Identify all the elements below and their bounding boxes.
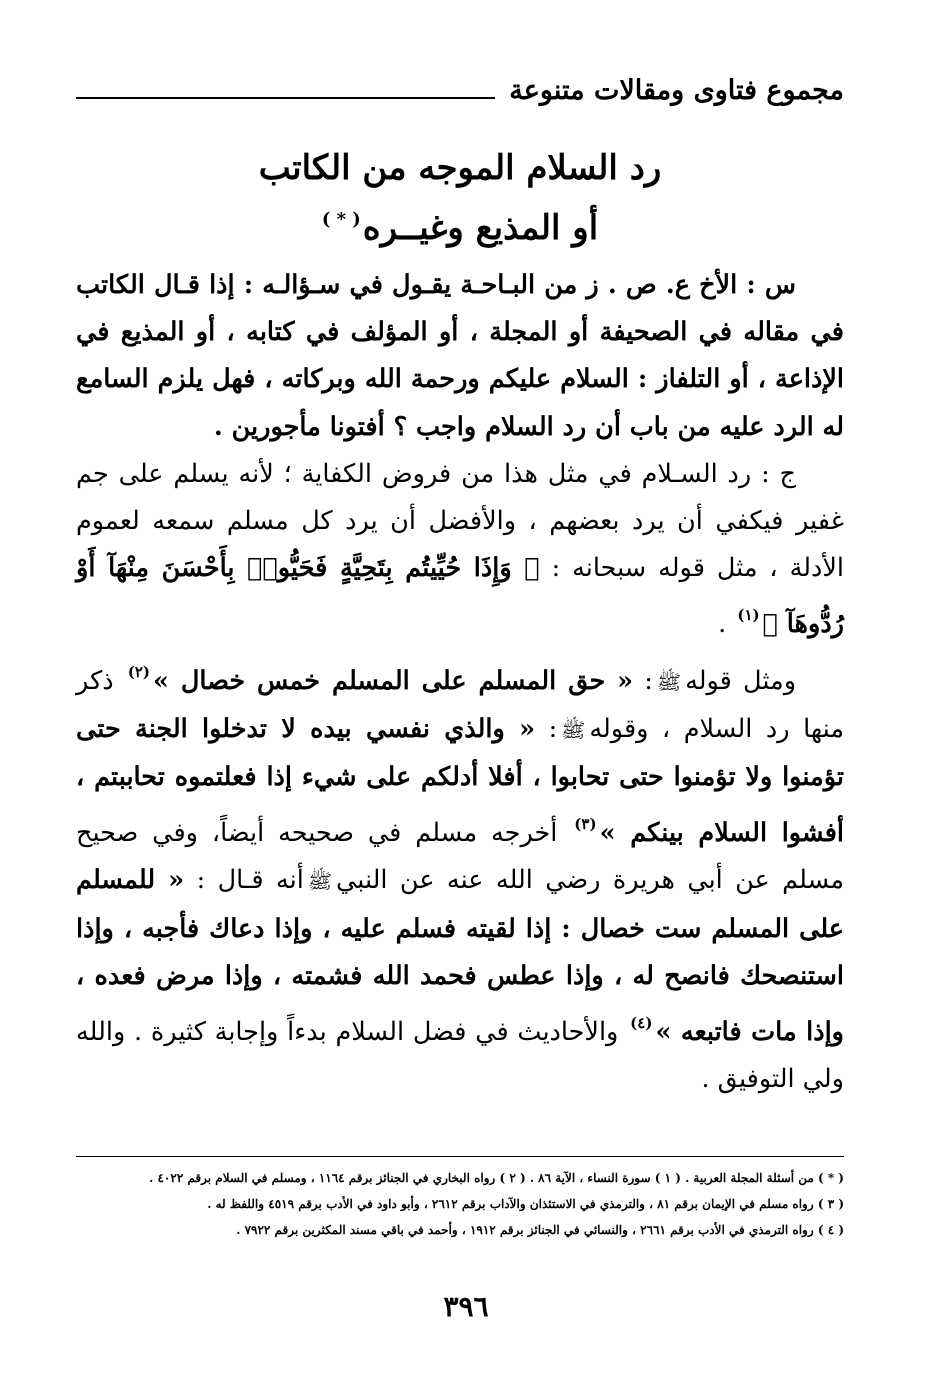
footnote-ref-3: (٣) (574, 815, 597, 834)
footnote-ref-1: (١) (737, 606, 760, 625)
answer-paragraph-2 (76, 649, 844, 1104)
footnote-ref-2: (٢) (127, 662, 151, 681)
footnotes (76, 1156, 844, 1243)
salutation-glyph-3: ﷺ (307, 869, 333, 894)
answer-after-text: أخرجه مسلم في صحيحه أيضاً، وفي صحيح مسلم عن أبي هريرة رضي الله عنه عن النبي (76, 818, 845, 896)
answer-end-text: والأحاديث في فضل السلام بدءاً وإجابة كثيرة . والله ولي التوفيق . (76, 1017, 844, 1095)
title-line-2 (76, 194, 844, 254)
answer-text-1: ج : رد السـلام في مثل هذا من فروض الكفاية ؛ لأنه يسلم على جم غفير فيكفي أن يرد بعضهم ، والأفضل أن يرد كل مسلم سمعه لعموم الأدلة ، مثل قوله سبحانه : (76, 458, 844, 584)
answer-after-text-2: أنه قـال : (196, 865, 304, 896)
answer-paragraph-1 (76, 451, 844, 649)
running-header (76, 70, 844, 110)
quran-verse: ﴿ وَإِذَا حُيِّيتُم بِتَحِيَّةٍ فَحَيُّوا۟ بِأَحْسَنَ مِنْهَآ أَوْ رُدُّوهَآ ﴾ (76, 553, 844, 640)
hadith-2: « والذي نفسي بيده لا تدخلوا الجنة حتى تؤمنوا ولا تؤمنوا حتى تحابوا ، أفلا أدلكم على شيء إذا فعلتموه تحاببتم ، أفشوا السلام بينكم » (76, 713, 845, 849)
colon-text: : (644, 665, 653, 696)
footnote-3: ( ٤ ) رواه الترمذي في الأدب برقم ٢٦٦١ ، والنسائي في الجنائز برقم ١٩١٢ ، وأحمد في باقي مسند المكثرين برقم ٧٩٢٢ . (236, 1223, 844, 1237)
salutation-glyph-2: ﷺ (561, 717, 586, 742)
answer-mid-text: ذكر منها رد السلام ، وقوله (76, 665, 844, 744)
title-footnote-marker: ( * ) (321, 209, 361, 230)
footnote-1: ( * ) من أسئلة المجلة العربية . ( ١ ) سورة النساء ، الآية ٨٦ . ( ٢ ) رواه البخاري في الجنائز برقم ١١٦٤ ، ومسلم في السلام برقم ٤٠٢٢ . (149, 1171, 844, 1185)
footnote-ref-4: (٤) (630, 1014, 653, 1033)
article-title (76, 142, 844, 254)
article-body (76, 262, 844, 1103)
answer-intro: ومثل قوله (685, 665, 797, 696)
answer-text-1-end: . (718, 609, 727, 640)
footnote-2: ( ٣ ) رواه مسلم في الإيمان برقم ٨١ ، والترمذي في الاستئذان والآداب برقم ٢٦١٢ ، وأبو داود في الأدب برقم ٤٥١٩ واللفظ له . (207, 1197, 844, 1211)
colon-text-2: : (548, 713, 558, 744)
hadith-3: « للمسلم على المسلم ست خصال : إذا لقيته فسلم عليه ، وإذا دعاك فأجبه ، وإذا استنصحك فانصح له ، وإذا عطس فحمد الله فشمته ، وإذا مرض فعده ، وإذا مات فاتبعه » (76, 865, 844, 1048)
question-paragraph (76, 262, 844, 451)
question-text: س : الأخ ع. ص . ز من البـاحـة يقـول في سـؤالـه : إذا قـال الكاتب في مقاله في الصحيفة أو المجلة ، أو المؤلف في كتابه ، أو المذيع في الإذاعة ، أو التلفاز : السلام عليكم ورحمة الله وبركاته ، فهل يلزم السامع له الرد عليه من باب أن رد السلام واجب ؟ أفتونا مأجورين . (76, 270, 844, 442)
running-title: مجموع فتاوى ومقالات متنوعة (509, 74, 844, 106)
hadith-1: « حق المسلم على المسلم خمس خصال » (153, 665, 634, 696)
title-line-1: رد السلام الموجه من الكاتب (258, 148, 662, 188)
salutation-glyph: ﷺ (656, 669, 682, 694)
page-number: ٣٩٦ (443, 1290, 489, 1323)
title-line-2-text: أو المذيع وغيــره (362, 208, 599, 248)
header-rule (76, 97, 495, 99)
